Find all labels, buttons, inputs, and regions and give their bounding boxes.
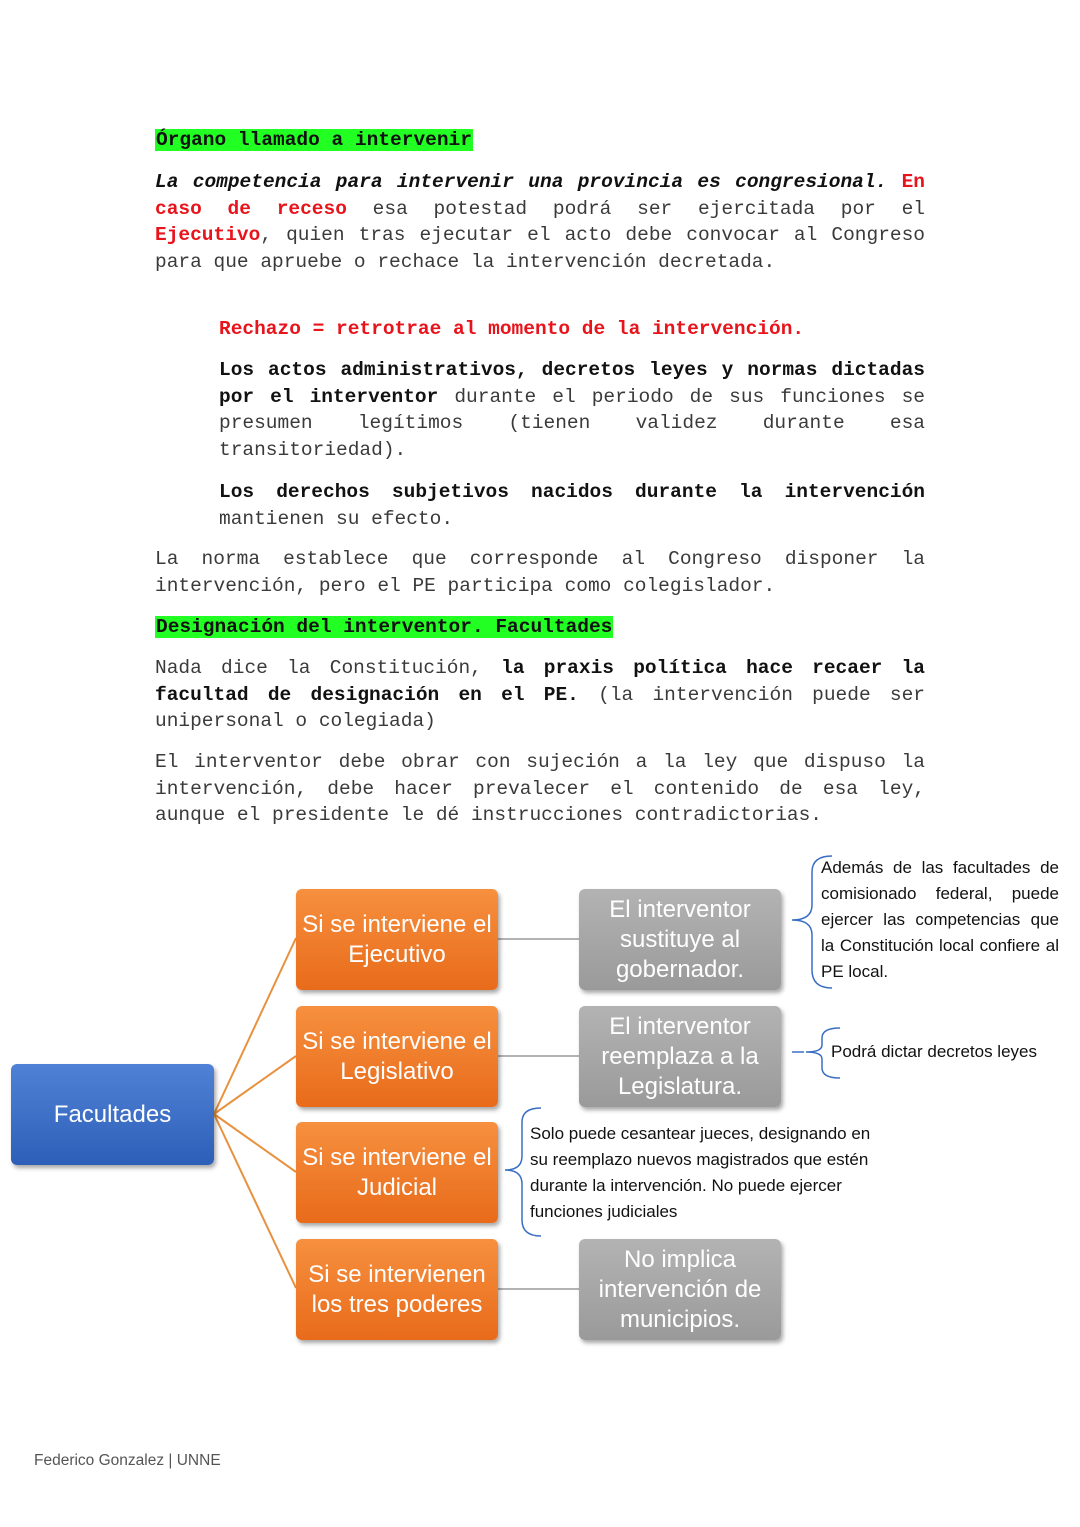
branch-line-judicial: [214, 1114, 296, 1172]
branch-line-ejecutivo: [214, 938, 296, 1114]
branch-box-judicial: Si se interviene el Judicial: [296, 1122, 498, 1223]
section-heading-designacion: Designación del interventor. Facultades: [156, 616, 613, 638]
root-box: Facultades: [11, 1064, 214, 1165]
branch-line-legislativo: [214, 1056, 296, 1114]
branch-line-tres-poderes: [214, 1114, 296, 1288]
paragraph-norma: La norma establece que corresponde al Congreso disponer la intervención, pero el PE participa como colegislador.: [155, 548, 925, 597]
note-ejecutivo: Además de las facultades de comisionado federal, puede ejercer las competencias que la Constitución local confiere al PE local.: [821, 858, 1059, 981]
branch-box-legislativo: Si se interviene el Legislativo: [296, 1006, 498, 1107]
footer: Federico Gonzalez | UNNE: [34, 1452, 221, 1469]
branch-lines: [214, 938, 296, 1288]
paragraph-competencia: La competencia para intervenir una provincia es congresional. En caso de receso esa potestad podrá ser ejercitada por el Ejecutivo, quien tras ejecutar el acto debe convocar al Congreso para que apruebe o rechace la intervención decretada.: [155, 171, 926, 273]
note-judicial: Solo puede cesantear jueces, designando en su reemplazo nuevos magistrados que estén durante la intervención. No puede ejercer funciones judiciales: [530, 1124, 871, 1221]
paragraph-derechos: Los derechos subjetivos nacidos durante la intervención mantienen su efecto.: [219, 481, 925, 530]
paragraph-interventor: El interventor debe obrar con sujeción a la ley que dispuso la intervención, debe hacer prevalecer el contenido de esa ley, aunque el presidente le dé instrucciones contradictorias.: [155, 751, 925, 826]
branch-box-tres-poderes: Si se intervienen los tres poderes: [296, 1239, 498, 1340]
result-box-ejecutivo: El interventor sustituye al gobernador.: [579, 889, 781, 990]
paragraph-actos: Los actos administrativos, decretos leyes y normas dictadas por el interventor durante el periodo de sus funciones se presumen legítimos (tienen validez durante esa transitoriedad).: [219, 359, 926, 461]
branch-box-ejecutivo: Si se interviene el Ejecutivo: [296, 889, 498, 990]
paragraph-rechazo: Rechazo = retrotrae al momento de la intervención.: [219, 318, 805, 340]
paragraph-nada-dice: Nada dice la Constitución, la praxis política hace recaer la facultad de designación en el PE. (la intervención puede ser unipersonal o colegiada): [155, 657, 925, 732]
result-box-legislativo: El interventor reemplaza a la Legislatura.: [579, 1006, 781, 1107]
section-heading-organo: Órgano llamado a intervenir: [156, 129, 472, 151]
result-box-tres-poderes: No implica intervención de municipios.: [579, 1239, 781, 1340]
note-legislativo: Podrá dictar decretos leyes: [831, 1042, 1037, 1061]
